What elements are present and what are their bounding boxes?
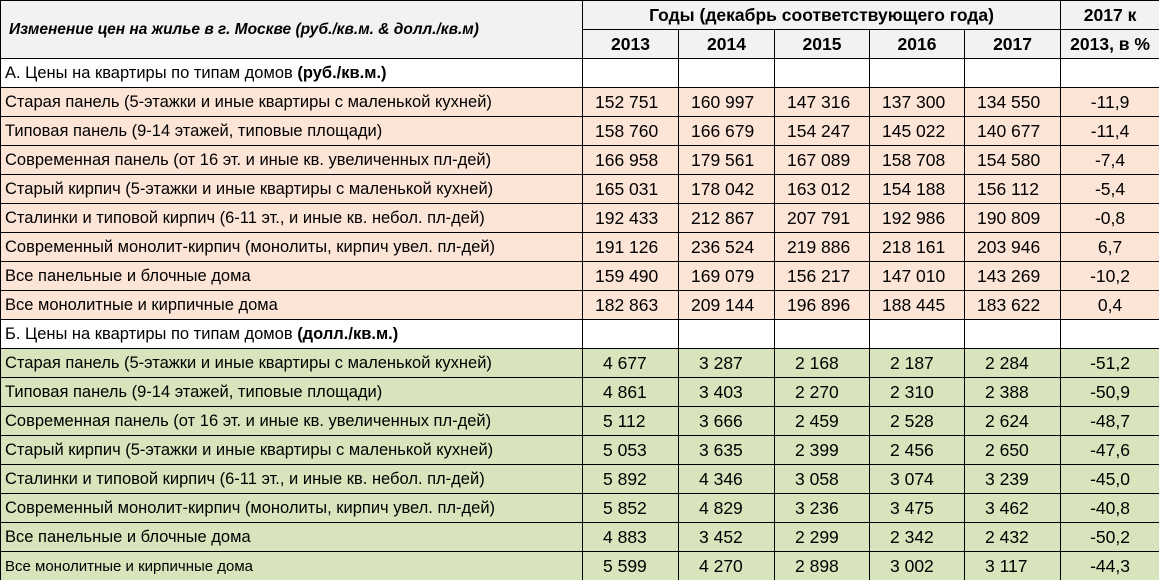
pct-change-cell: -11,4 (1061, 117, 1159, 146)
section-title-cell (1, 59, 583, 88)
year-header: 2014 (679, 30, 775, 59)
section-unit: (руб./кв.м.) (297, 63, 387, 82)
row-label: Современный монолит-кирпич (монолиты, кирпич увел. пл-дей) (1, 494, 583, 523)
value-cell: 2 299 (775, 523, 870, 552)
value-cell: 2 456 (870, 436, 965, 465)
value-cell: 209 144 (679, 291, 775, 320)
pct-change-cell: -5,4 (1061, 175, 1159, 204)
section-header-row (1, 59, 1159, 88)
value-cell: 3 074 (870, 465, 965, 494)
value-cell: 191 126 (583, 233, 679, 262)
value-cell: 3 117 (965, 552, 1061, 581)
value-cell: 3 403 (679, 378, 775, 407)
pct-header-line1: 2017 к (1061, 1, 1159, 30)
value-cell: 5 852 (583, 494, 679, 523)
value-cell: 2 459 (775, 407, 870, 436)
value-cell: 145 022 (870, 117, 965, 146)
value-cell: 4 829 (679, 494, 775, 523)
value-cell: 2 399 (775, 436, 870, 465)
value-cell: 183 622 (965, 291, 1061, 320)
empty-cell (1061, 320, 1159, 349)
value-cell: 2 528 (870, 407, 965, 436)
row-label: Старая панель (5-этажки и иные квартиры с маленькой кухней) (1, 88, 583, 117)
value-cell: 143 269 (965, 262, 1061, 291)
value-cell: 219 886 (775, 233, 870, 262)
value-cell: 2 388 (965, 378, 1061, 407)
value-cell: 169 079 (679, 262, 775, 291)
row-label: Все панельные и блочные дома (1, 523, 583, 552)
empty-cell (870, 320, 965, 349)
table-row (1, 204, 1159, 233)
row-label: Все монолитные и кирпичные дома (1, 291, 583, 320)
value-cell: 5 599 (583, 552, 679, 581)
years-header: Годы (декабрь соответствующего года) (583, 1, 1061, 30)
section-unit: (долл./кв.м.) (297, 324, 399, 343)
value-cell: 2 650 (965, 436, 1061, 465)
section-header-row (1, 320, 1159, 349)
value-cell: 165 031 (583, 175, 679, 204)
value-cell: 3 236 (775, 494, 870, 523)
empty-cell (775, 59, 870, 88)
value-cell: 4 346 (679, 465, 775, 494)
value-cell: 2 898 (775, 552, 870, 581)
row-label: Все панельные и блочные дома (1, 262, 583, 291)
row-label: Старая панель (5-этажки и иные квартиры с маленькой кухней) (1, 349, 583, 378)
value-cell: 2 342 (870, 523, 965, 552)
value-cell: 203 946 (965, 233, 1061, 262)
empty-cell (679, 320, 775, 349)
value-cell: 188 445 (870, 291, 965, 320)
value-cell: 158 708 (870, 146, 965, 175)
value-cell: 3 462 (965, 494, 1061, 523)
value-cell: 156 217 (775, 262, 870, 291)
table-row (1, 233, 1159, 262)
year-header: 2016 (870, 30, 965, 59)
value-cell: 4 677 (583, 349, 679, 378)
value-cell: 140 677 (965, 117, 1061, 146)
table-row (1, 436, 1159, 465)
row-label: Сталинки и типовой кирпич (6-11 эт., и иные кв. небол. пл-дей) (1, 204, 583, 233)
section-title: А. Цены на квартиры по типам домов (5, 63, 298, 82)
table-row (1, 175, 1159, 204)
table-row (1, 88, 1159, 117)
row-label: Старый кирпич (5-этажки и иные квартиры с маленькой кухней) (1, 436, 583, 465)
empty-cell (965, 320, 1061, 349)
table-row (1, 552, 1159, 581)
value-cell: 2 168 (775, 349, 870, 378)
empty-cell (965, 59, 1061, 88)
value-cell: 147 010 (870, 262, 965, 291)
value-cell: 2 270 (775, 378, 870, 407)
value-cell: 137 300 (870, 88, 965, 117)
section-title-cell (1, 320, 583, 349)
table-row (1, 349, 1159, 378)
value-cell: 207 791 (775, 204, 870, 233)
table-row (1, 262, 1159, 291)
pct-change-cell: -10,2 (1061, 262, 1159, 291)
value-cell: 147 316 (775, 88, 870, 117)
value-cell: 2 187 (870, 349, 965, 378)
value-cell: 5 053 (583, 436, 679, 465)
value-cell: 156 112 (965, 175, 1061, 204)
pct-change-cell: -44,3 (1061, 552, 1159, 581)
pct-change-cell: -48,7 (1061, 407, 1159, 436)
value-cell: 158 760 (583, 117, 679, 146)
value-cell: 3 452 (679, 523, 775, 552)
value-cell: 3 287 (679, 349, 775, 378)
table-row (1, 407, 1159, 436)
pct-change-cell: -40,8 (1061, 494, 1159, 523)
value-cell: 3 635 (679, 436, 775, 465)
empty-cell (583, 59, 679, 88)
table-row (1, 378, 1159, 407)
header-row-1 (1, 1, 1159, 30)
table-row (1, 465, 1159, 494)
value-cell: 179 561 (679, 146, 775, 175)
row-label: Современный монолит-кирпич (монолиты, кирпич увел. пл-дей) (1, 233, 583, 262)
pct-header-line2: 2013, в % (1061, 30, 1159, 59)
value-cell: 178 042 (679, 175, 775, 204)
value-cell: 2 624 (965, 407, 1061, 436)
pct-change-cell: 6,7 (1061, 233, 1159, 262)
value-cell: 3 666 (679, 407, 775, 436)
value-cell: 154 580 (965, 146, 1061, 175)
empty-cell (679, 59, 775, 88)
value-cell: 166 679 (679, 117, 775, 146)
pct-change-cell: -11,9 (1061, 88, 1159, 117)
pct-change-cell: -0,8 (1061, 204, 1159, 233)
value-cell: 160 997 (679, 88, 775, 117)
value-cell: 2 432 (965, 523, 1061, 552)
section-title: Б. Цены на квартиры по типам домов (5, 324, 298, 343)
value-cell: 236 524 (679, 233, 775, 262)
value-cell: 218 161 (870, 233, 965, 262)
table-title: Изменение цен на жилье в г. Москве (руб./кв.м. & долл./кв.м) (1, 1, 583, 59)
value-cell: 154 188 (870, 175, 965, 204)
year-header: 2013 (583, 30, 679, 59)
row-label: Типовая панель (9-14 этажей, типовые площади) (1, 117, 583, 146)
empty-cell (1061, 59, 1159, 88)
row-label: Старый кирпич (5-этажки и иные квартиры с маленькой кухней) (1, 175, 583, 204)
value-cell: 4 861 (583, 378, 679, 407)
pct-change-cell: -47,6 (1061, 436, 1159, 465)
year-header: 2015 (775, 30, 870, 59)
value-cell: 192 433 (583, 204, 679, 233)
value-cell: 3 002 (870, 552, 965, 581)
pct-change-cell: -50,9 (1061, 378, 1159, 407)
row-label: Сталинки и типовой кирпич (6-11 эт., и иные кв. небол. пл-дей) (1, 465, 583, 494)
row-label: Современная панель (от 16 эт. и иные кв. увеличенных пл-дей) (1, 407, 583, 436)
value-cell: 166 958 (583, 146, 679, 175)
value-cell: 4 883 (583, 523, 679, 552)
value-cell: 163 012 (775, 175, 870, 204)
value-cell: 154 247 (775, 117, 870, 146)
pct-change-cell: -45,0 (1061, 465, 1159, 494)
pct-change-cell: -7,4 (1061, 146, 1159, 175)
value-cell: 3 475 (870, 494, 965, 523)
value-cell: 3 239 (965, 465, 1061, 494)
year-header: 2017 (965, 30, 1061, 59)
value-cell: 2 310 (870, 378, 965, 407)
table-row (1, 291, 1159, 320)
value-cell: 5 112 (583, 407, 679, 436)
pct-change-cell: -51,2 (1061, 349, 1159, 378)
row-label: Современная панель (от 16 эт. и иные кв. увеличенных пл-дей) (1, 146, 583, 175)
value-cell: 159 490 (583, 262, 679, 291)
value-cell: 182 863 (583, 291, 679, 320)
row-label: Все монолитные и кирпичные дома (1, 552, 583, 581)
value-cell: 196 896 (775, 291, 870, 320)
value-cell: 212 867 (679, 204, 775, 233)
value-cell: 192 986 (870, 204, 965, 233)
value-cell: 3 058 (775, 465, 870, 494)
pct-change-cell: -50,2 (1061, 523, 1159, 552)
value-cell: 190 809 (965, 204, 1061, 233)
value-cell: 167 089 (775, 146, 870, 175)
value-cell: 152 751 (583, 88, 679, 117)
pct-change-cell: 0,4 (1061, 291, 1159, 320)
value-cell: 4 270 (679, 552, 775, 581)
table-body (1, 59, 1159, 581)
table-row (1, 117, 1159, 146)
value-cell: 134 550 (965, 88, 1061, 117)
empty-cell (775, 320, 870, 349)
table-row (1, 494, 1159, 523)
value-cell: 5 892 (583, 465, 679, 494)
value-cell: 2 284 (965, 349, 1061, 378)
table-row (1, 523, 1159, 552)
empty-cell (583, 320, 679, 349)
row-label: Типовая панель (9-14 этажей, типовые площади) (1, 378, 583, 407)
table-row (1, 146, 1159, 175)
empty-cell (870, 59, 965, 88)
